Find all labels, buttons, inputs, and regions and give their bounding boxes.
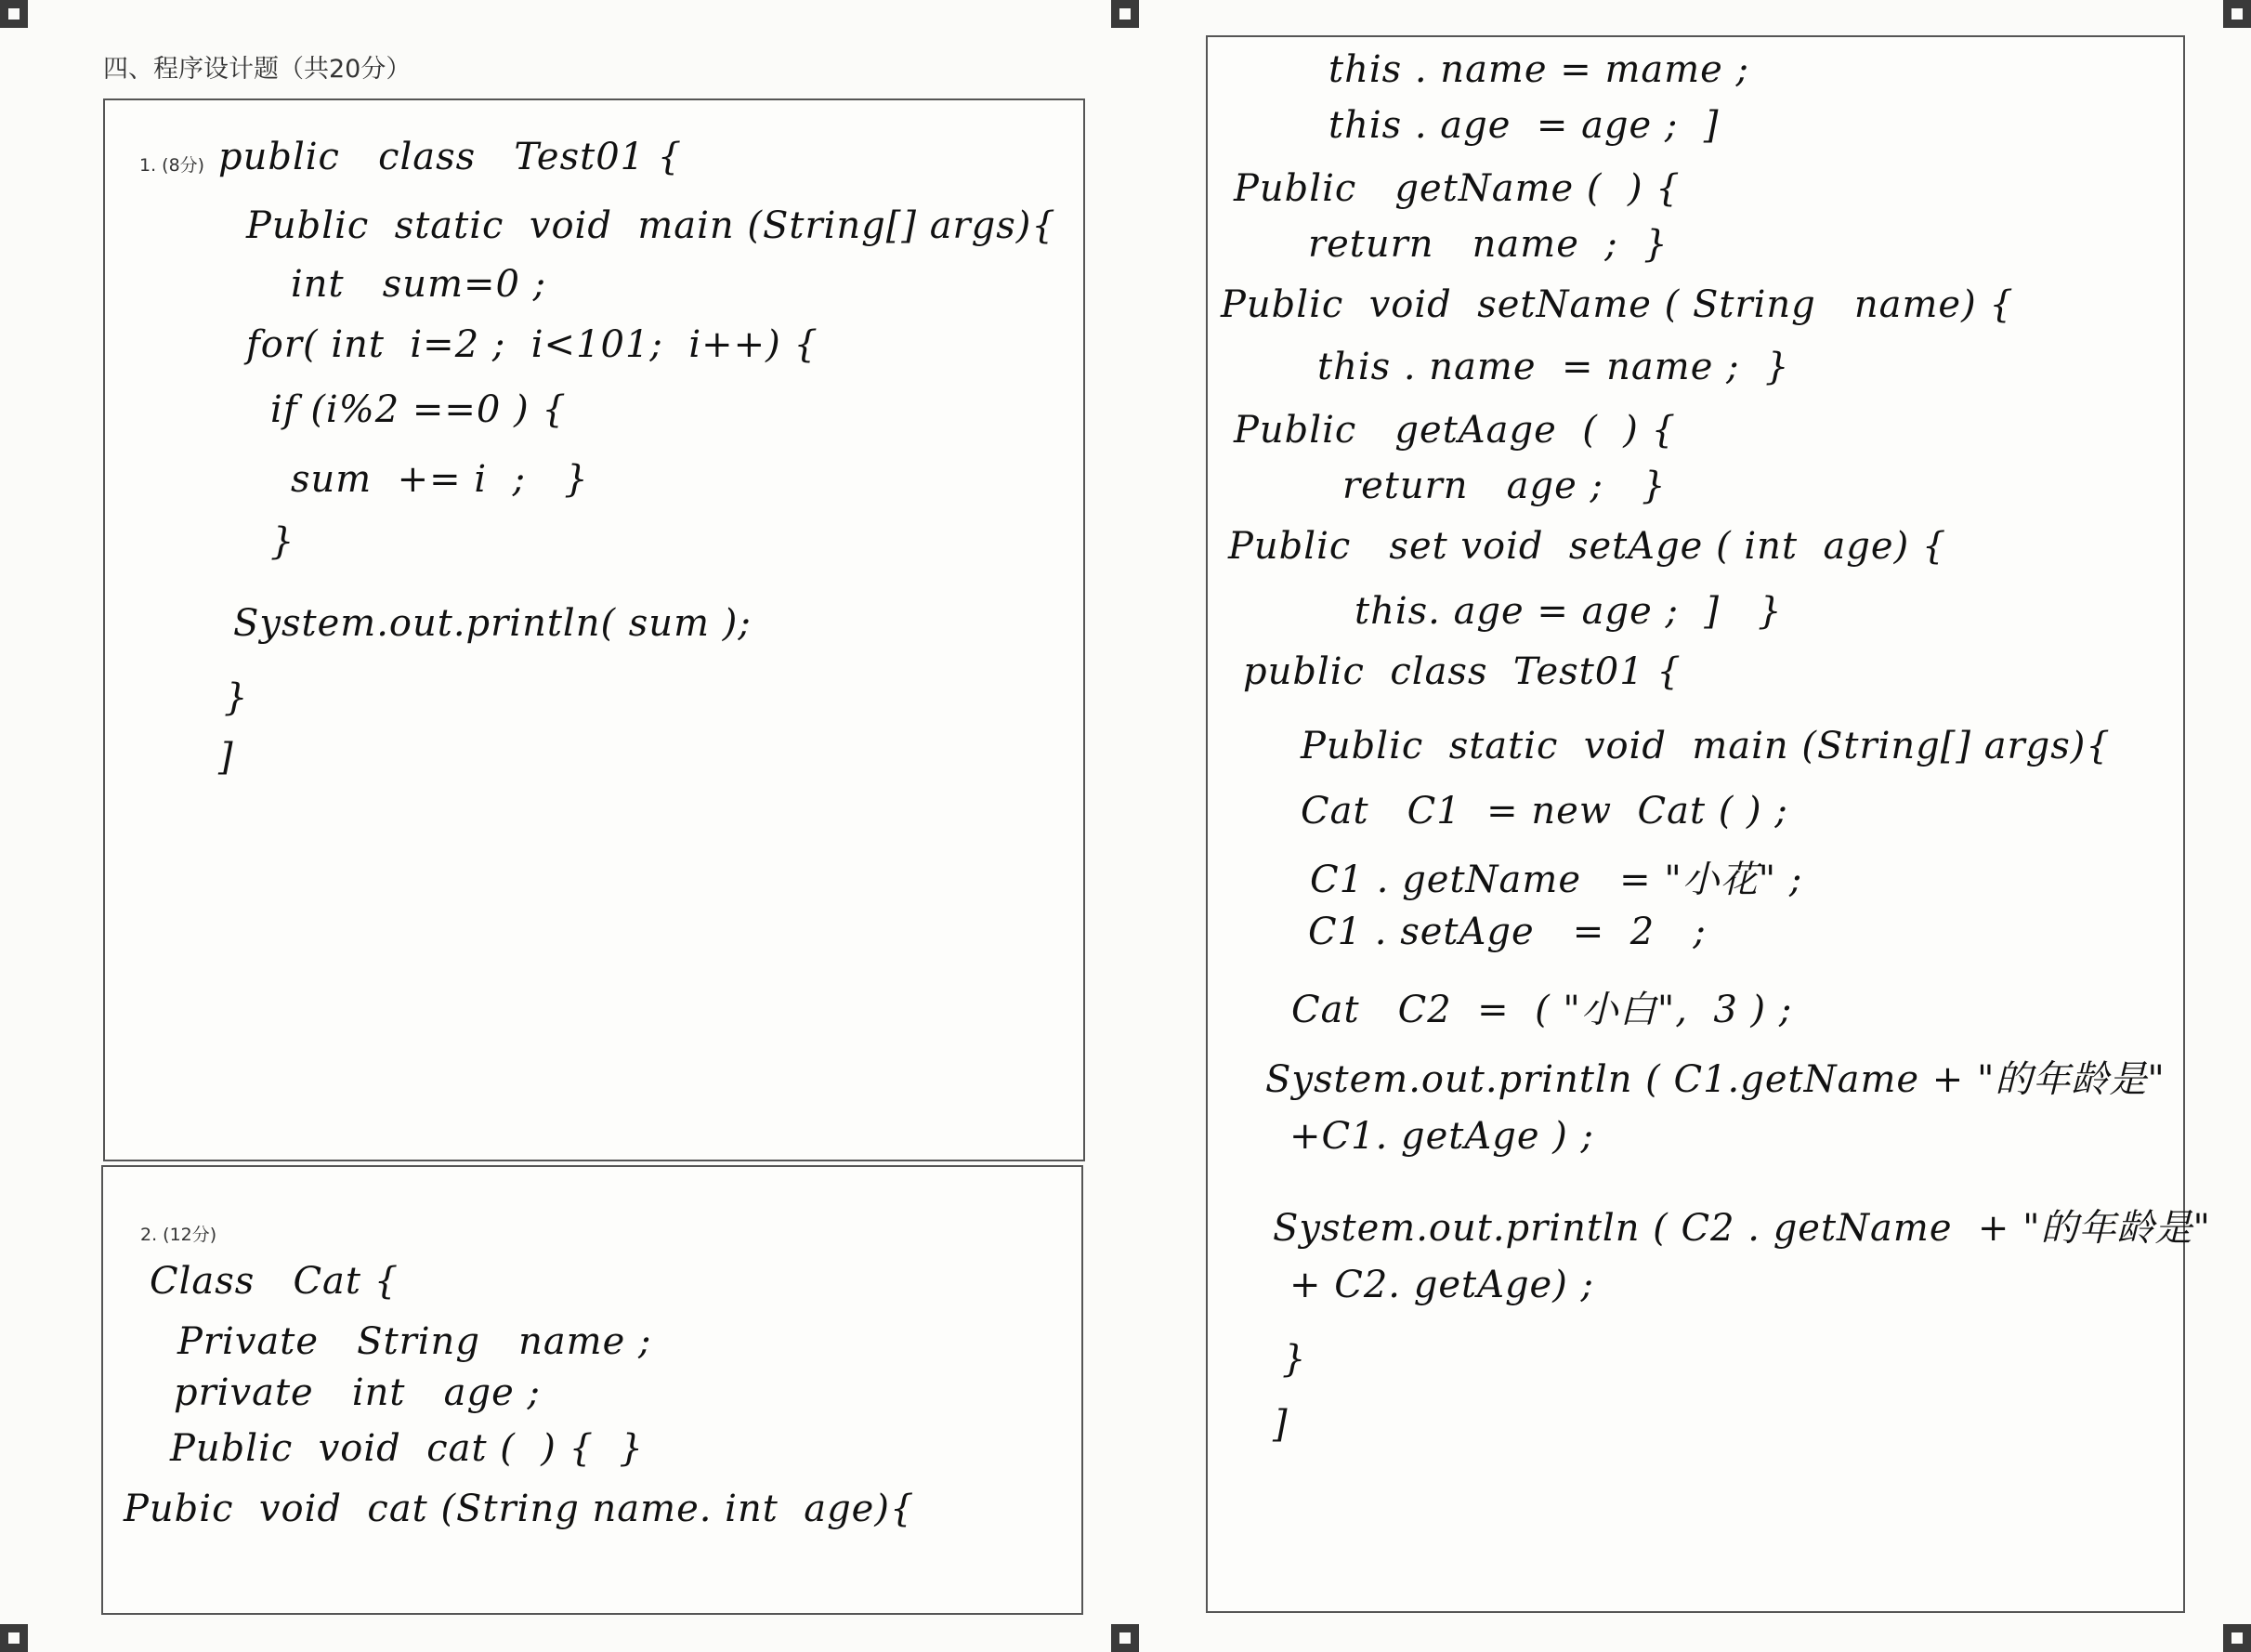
right-line-16: Cat C2 = ( "小白", 3 ) ; [1291,989,1793,1031]
q2-line-5: Pubic void cat (String name. int age){ [124,1488,915,1530]
right-line-5: Public void setName ( String name) { [1221,283,2014,326]
q2-continuation-box [1206,35,2211,1613]
right-line-17: System.out.println ( C1.getName + "的年龄是" [1265,1058,2166,1101]
q2-line-4: Public void cat ( ) { } [170,1427,644,1470]
q2-answer-box [101,1165,1083,1615]
right-line-15: C1 . setAge = 2 ; [1308,911,1707,953]
right-line-19: System.out.println ( C2 . getName + "的年龄是" [1273,1207,2211,1250]
q1-answer-box [103,98,1085,1161]
corner-marker-bottom-center [1111,1624,1139,1652]
right-line-1: this . name = mame ; [1328,48,1750,91]
q1-label: 1. (8分) [139,155,205,176]
right-line-2: this . age = age ; ] [1328,104,1720,147]
q2-line-2: Private String name ; [177,1320,652,1363]
right-line-4: return name ; } [1308,223,1669,266]
q1-line-7: } [270,520,295,563]
corner-marker-bottom-right [2223,1624,2251,1652]
right-line-9: Public set void setAge ( int age) { [1228,525,1947,568]
right-line-22: ] [1273,1403,1289,1446]
right-line-20: + C2. getAge) ; [1289,1264,1595,1306]
right-line-13: Cat C1 = new Cat ( ) ; [1301,790,1788,833]
right-line-8: return age ; } [1342,465,1667,507]
q2-line-3: private int age ; [174,1371,541,1414]
corner-marker-bottom-left [0,1624,28,1652]
corner-marker-top-center [1111,0,1139,28]
right-line-11: public class Test01 { [1243,650,1682,693]
right-line-3: Public getName ( ) { [1234,167,1681,210]
right-line-7: Public getAage ( ) { [1234,409,1677,452]
q1-line-6: sum += i ; } [291,458,589,501]
q1-line-3: int sum=0 ; [291,263,547,306]
q1-line-2: Public static void main (String[] args){ [246,204,1056,247]
right-line-21: } [1282,1338,1307,1381]
corner-marker-top-right [2223,0,2251,28]
right-line-14: C1 . getName = "小花" ; [1310,859,1803,901]
corner-marker-top-left [0,0,28,28]
section-title: 四、程序设计题（共20分） [103,55,412,84]
q1-line-5: if (i%2 ==0 ) { [270,388,567,431]
right-line-12: Public static void main (String[] args){ [1301,725,2111,767]
right-line-10: this. age = age ; ] } [1355,590,1783,633]
q2-label: 2. (12分) [140,1225,217,1245]
q1-line-1: public class Test01 { [218,136,683,178]
right-line-18: +C1. getAge ) ; [1289,1115,1595,1158]
q2-line-1: Class Cat { [150,1260,399,1303]
right-line-6: this . name = name ; } [1317,346,1790,388]
q1-line-8: System.out.println( sum ); [233,602,752,645]
q1-line-4: for( int i=2 ; i<101; i++) { [246,323,818,366]
q1-line-9: } [224,676,249,719]
q1-line-10: ] [218,736,234,779]
